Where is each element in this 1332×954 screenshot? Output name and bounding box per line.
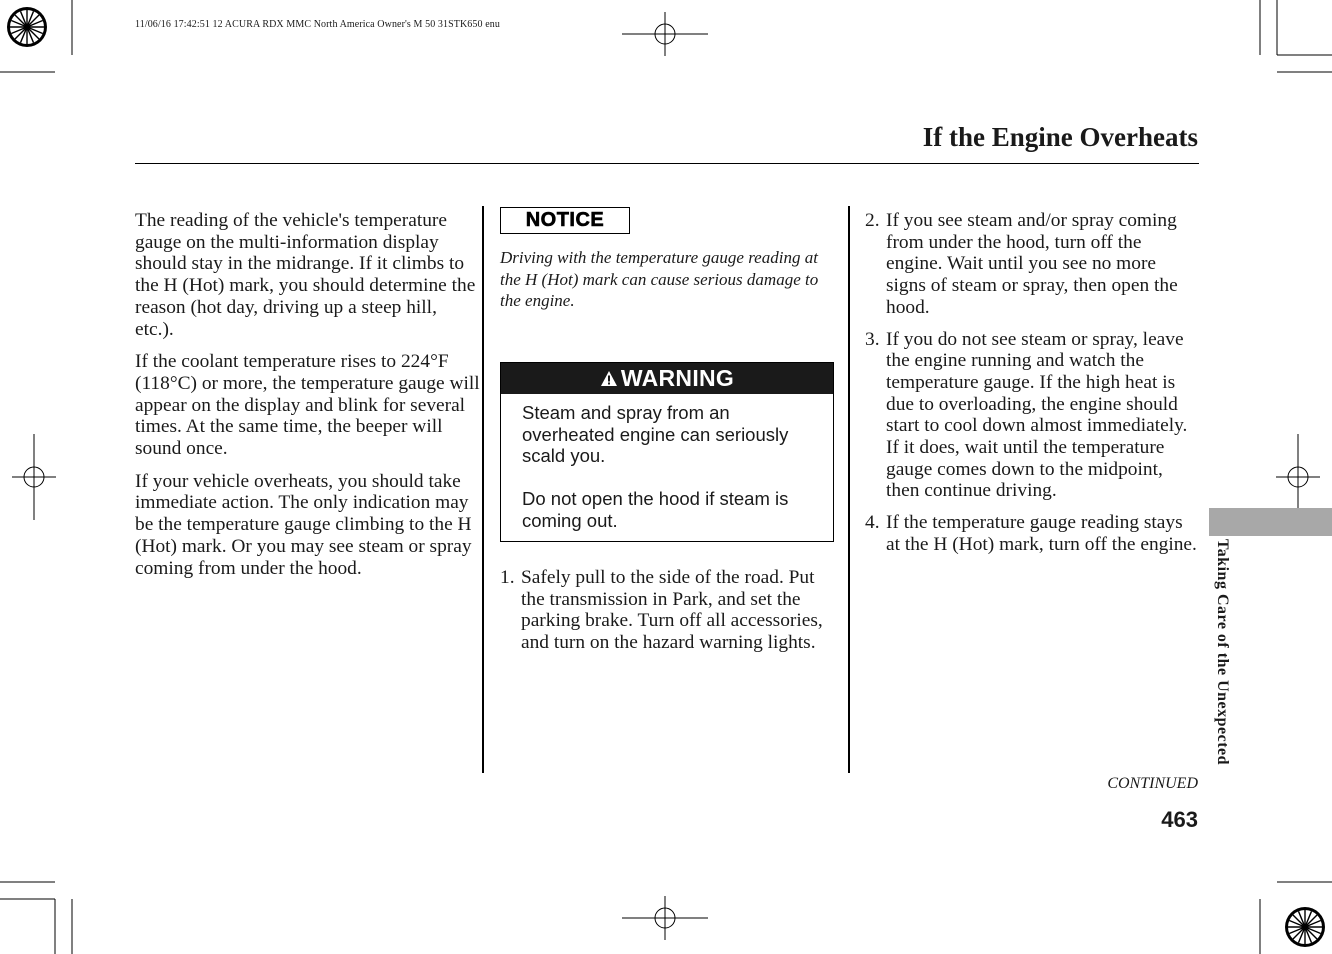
continued-label: CONTINUED (1107, 775, 1198, 792)
steps-list (500, 567, 833, 664)
column-notice-warning (500, 207, 833, 654)
step-text: If you do not see steam or spray, leave the engine running and watch the temperature gauge. If the high heat is due to overloading, the engine should start to cool down almost immediately. If it does, wait until the temperature gauge comes down to the midpoint, then continue driving. (886, 328, 1188, 502)
list-item (500, 567, 833, 654)
step-number: 2. (865, 210, 880, 231)
step-text: If you see steam and/or spray coming from under the hood, turn off the engine. Wait until you see no more signs of steam or spray, then open the hood. (886, 210, 1178, 318)
page-number: 463 (1161, 807, 1198, 832)
warning-line: Do not open the hood if steam is coming out. (522, 488, 789, 531)
column-divider (848, 206, 850, 773)
column-intro (135, 210, 480, 590)
step-number: 1. (500, 567, 515, 588)
paragraph: If the coolant temperature rises to 224°F (118°C) or more, the temperature gauge will appear on the display and blink for several times. At the same time, the beeper will sound once. (135, 351, 480, 460)
page-title: If the Engine Overheats (922, 122, 1198, 152)
color-wheel-icon (1285, 907, 1325, 947)
notice-label-box (500, 207, 630, 234)
section-tab (1209, 508, 1332, 536)
step-text: Safely pull to the side of the road. Put the transmission in Park, and set the parking brake. Turn off all accessories, and turn on the hazard warning lights. (521, 567, 823, 654)
warning-body (501, 394, 833, 532)
title-rule (135, 163, 1199, 164)
column-steps (865, 210, 1197, 566)
paragraph: If your vehicle overheats, you should take immediate action. The only indication may be the temperature gauge climbing to the H (Hot) mark. Or you may see steam or spray coming from under the hood. (135, 470, 472, 579)
warning-box (500, 362, 834, 542)
column-divider (482, 206, 484, 773)
step-number: 4. (865, 512, 880, 534)
section-tab-label: Taking Care of the Unexpected (1214, 539, 1231, 766)
notice-label: NOTICE (525, 208, 605, 231)
print-metadata: 11/06/16 17:42:51 12 ACURA RDX MMC North America Owner's M 50 31STK650 enu (135, 19, 500, 30)
list-item (865, 210, 1197, 319)
color-wheel-icon (7, 7, 47, 47)
warning-header (501, 363, 833, 394)
warning-triangle-icon (600, 370, 618, 387)
step-text: If the temperature gauge reading stays at the H (Hot) mark, turn off the engine. (886, 512, 1197, 555)
warning-label: WARNING (620, 364, 735, 391)
paragraph: The reading of the vehicle's temperature gauge on the multi-information display should stay in the midrange. If it climbs to the H (Hot) mark, you should determine the reason (hot day, driving up a steep hill, etc.). (135, 210, 476, 340)
step-number: 3. (865, 328, 880, 350)
warning-line: Steam and spray from an overheated engine can seriously scald you. (522, 402, 789, 467)
list-item (865, 329, 1197, 503)
notice-text: Driving with the temperature gauge reading at the H (Hot) mark can cause serious damage to the engine. (500, 248, 819, 310)
list-item (865, 512, 1197, 555)
